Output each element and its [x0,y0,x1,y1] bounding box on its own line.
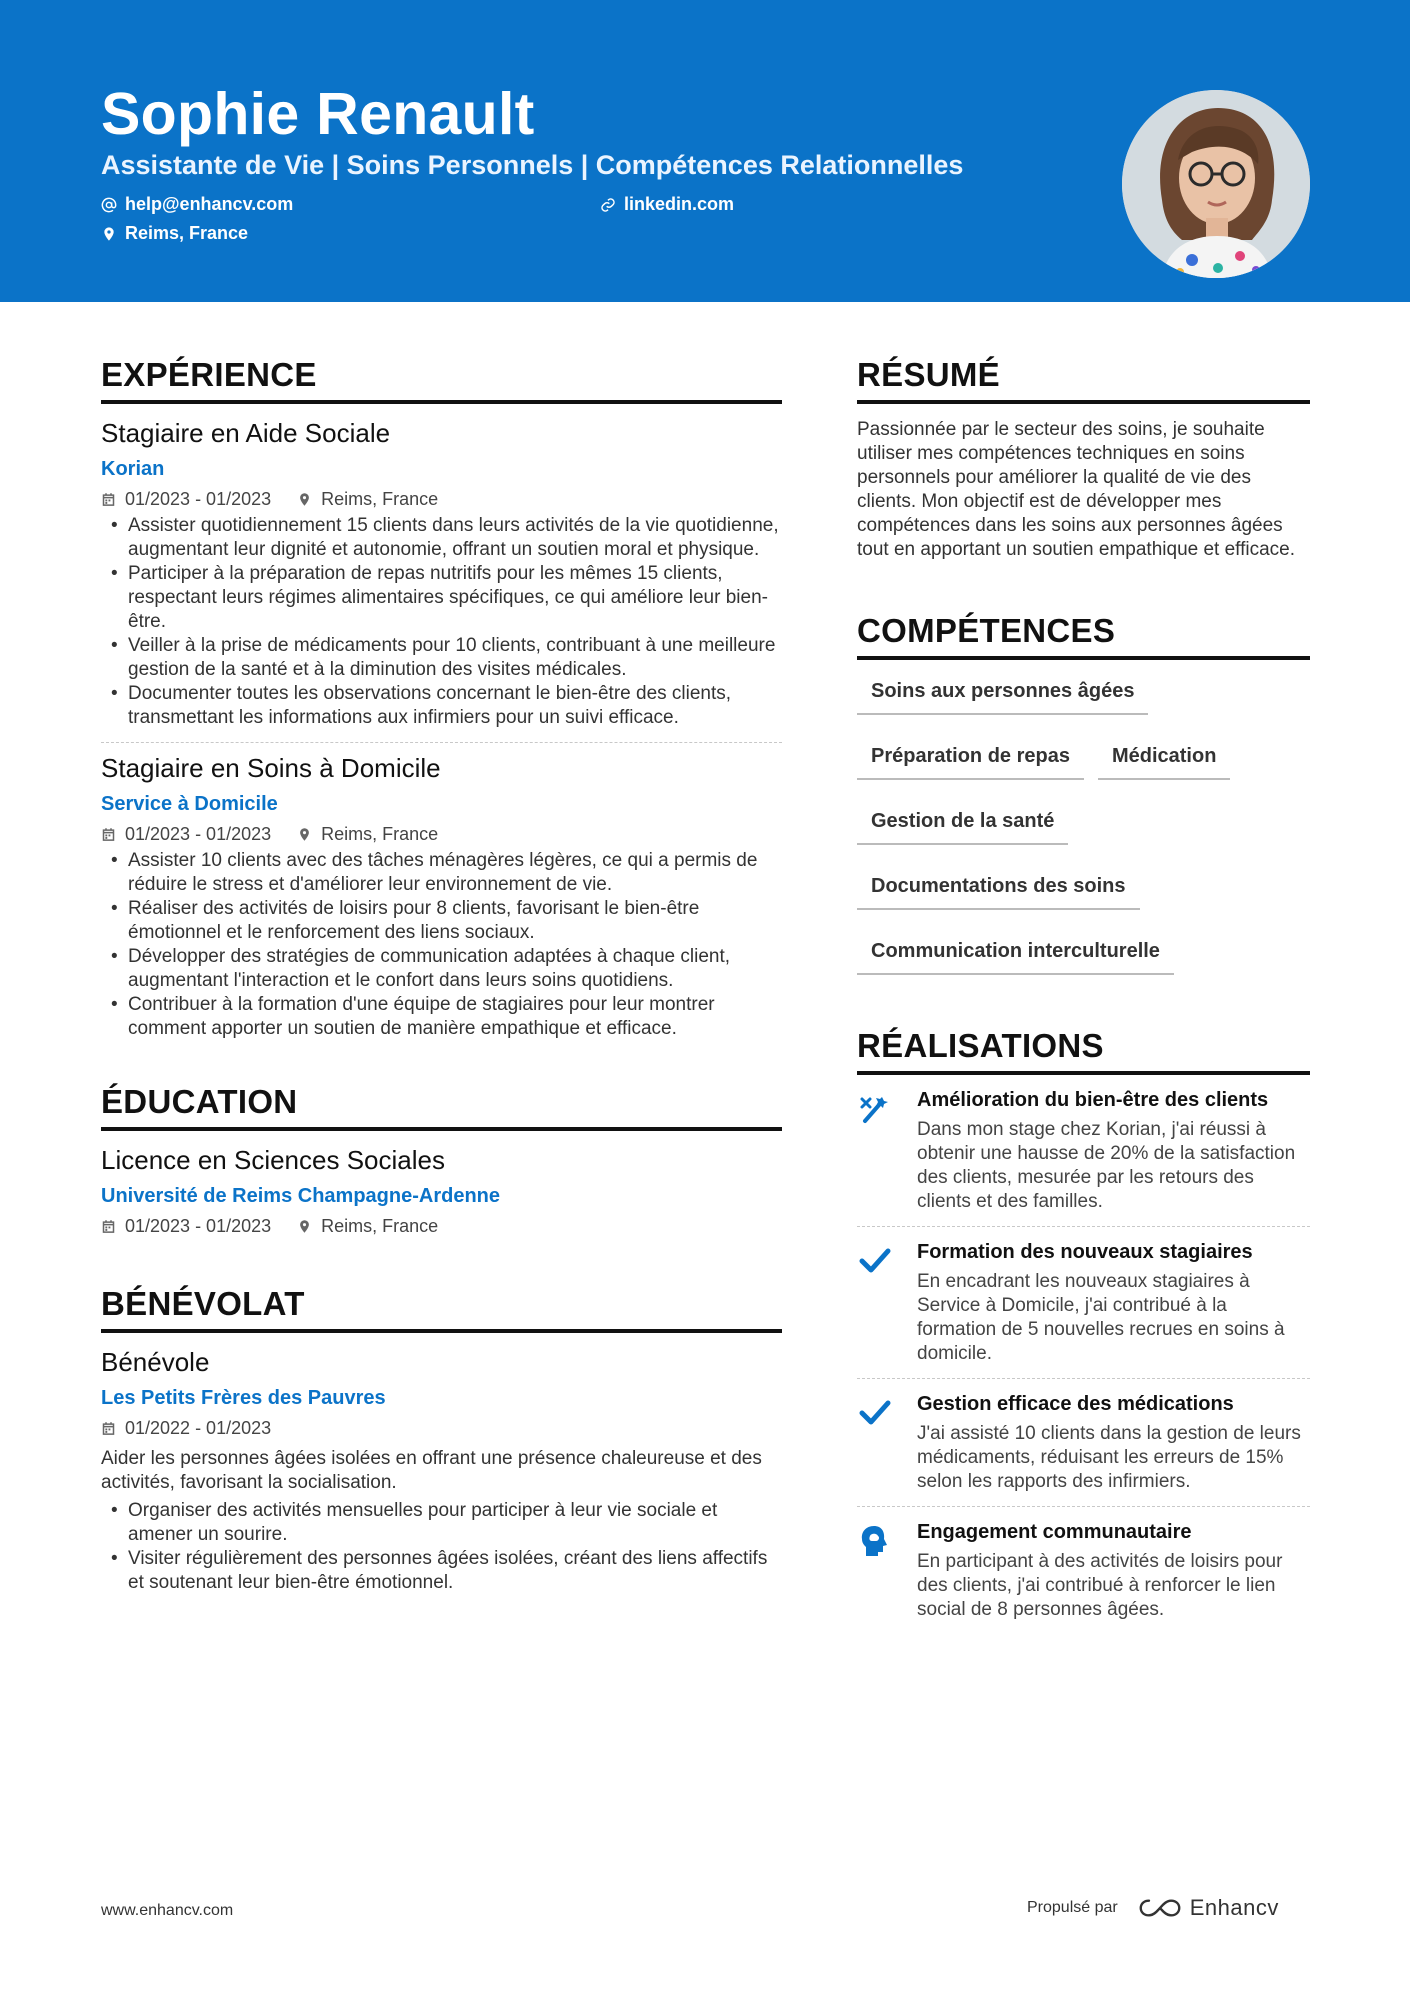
candidate-name: Sophie Renault [101,81,535,147]
achievement-item [857,1227,1310,1378]
volunteer-meta [101,1418,782,1439]
achievement-description: Dans mon stage chez Korian, j'ai réussi à obtenir une hausse de 20% de la satisfaction des clients, mesurée par les retours des clients et des familles. [917,1119,1296,1212]
skill-tag: Documentations des soins [857,865,1140,910]
location-text: Reims, France [125,223,249,243]
wand-icon [857,1089,917,1214]
education-dates: 01/2023 - 01/2023 [125,1216,272,1236]
volunteer-role: Bénévole [101,1347,210,1377]
header-banner [0,0,1410,302]
experience-item [101,418,782,730]
volunteer-dates: 01/2022 - 01/2023 [125,1418,272,1438]
bullet-item: • Assister quotidiennement 15 clients dans leurs activités de la vie quotidienne, augmentant leur dignité et autonomie, offrant un soutien moral et physique. [101,514,782,562]
link-icon [600,197,616,213]
achievement-description: En participant à des activités de loisirs pour des clients, j'ai contribué à renforcer le lien social de 8 personnes âgées. [917,1551,1283,1620]
map-pin-icon [297,492,312,507]
calendar-icon [101,827,116,842]
job-location: Reims, France [321,824,439,844]
company-name: Service à Domicile [101,793,278,815]
volunteering-item [101,1347,782,1595]
bullet-item: • Réaliser des activités de loisirs pour 8 clients, favorisant le bien-être émotionnel et le renforcement des liens sociaux. [101,897,782,945]
skill-tag: Préparation de repas [857,735,1084,780]
map-pin-icon [297,827,312,842]
skill-tag: Médication [1098,735,1230,780]
calendar-icon [101,1219,116,1234]
map-pin-icon [297,1219,312,1234]
achievement-description: En encadrant les nouveaux stagiaires à Service à Domicile, j'ai contribué à la formation de 5 nouvelles recrues en soins à domicile. [917,1271,1285,1364]
left-column [101,356,782,1595]
job-title: Stagiaire en Soins à Domicile [101,753,441,783]
summary-heading: RÉSUMÉ [857,356,1310,404]
job-bullets [101,514,782,730]
check-icon [857,1241,917,1366]
experience-heading: EXPÉRIENCE [101,356,782,404]
experience-item [101,753,782,1041]
bullet-item: • Veiller à la prise de médicaments pour 10 clients, contribuant à une meilleure gestion de la santé et à la diminution des visites médicales. [101,634,782,682]
job-meta [101,824,782,845]
bullet-item: • Documenter toutes les observations concernant le bien-être des clients, transmettant les informations aux infirmiers pour un suivi efficace. [101,682,782,730]
achievement-title: Gestion efficace des médications [917,1393,1234,1415]
skill-tag: Soins aux personnes âgées [857,670,1148,715]
job-dates: 01/2023 - 01/2023 [125,489,272,509]
volunteer-description: Aider les personnes âgées isolées en offrant une présence chaleureuse et des activités, favorisant la socialisation. [101,1448,762,1493]
achievement-item [857,1507,1310,1634]
headline: Assistante de Vie | Soins Personnels | Compétences Relationnelles [101,150,964,180]
volunteering-heading: BÉNÉVOLAT [101,1285,782,1333]
job-title: Stagiaire en Aide Sociale [101,418,391,448]
job-bullets [101,849,782,1041]
map-pin-icon [101,226,117,242]
brand-name: Enhancv [1189,1895,1279,1920]
head-icon [857,1521,917,1622]
email-contact[interactable] [101,194,293,215]
education-meta [101,1216,782,1237]
summary-text: Passionnée par le secteur des soins, je souhaite utiliser mes compétences techniques en soins personnels pour améliorer la qualité de vie des clients. Mon objectif est de développer mes compétences dans les soins aux personnes âgées tout en apportant un soutien empathique et efficace. [857,419,1296,560]
location-contact [101,223,248,244]
bullet-item: • Assister 10 clients avec des tâches ménagères légères, ce qui a permis de réduire le stress et d'améliorer leur environnement de vie. [101,849,782,897]
achievement-title: Formation des nouveaux stagiaires [917,1241,1253,1263]
skills-list [857,670,1310,995]
footer-website[interactable]: www.enhancv.com [101,1902,234,1919]
degree-title: Licence en Sciences Sociales [101,1145,445,1175]
infinity-logo-icon [1138,1897,1182,1919]
email-text: help@enhancv.com [125,194,294,214]
volunteer-bullets [101,1499,782,1595]
linkedin-contact[interactable] [600,194,734,215]
company-name: Korian [101,458,165,480]
skills-heading: COMPÉTENCES [857,612,1310,660]
bullet-item: • Contribuer à la formation d'une équipe de stagiaires pour leur montrer comment apporter un soutien de manière empathique et efficace. [101,993,782,1041]
job-location: Reims, France [321,489,439,509]
achievements-heading: RÉALISATIONS [857,1027,1310,1075]
education-location: Reims, France [321,1216,439,1236]
education-item [101,1145,782,1237]
organization-name: Les Petits Frères des Pauvres [101,1387,386,1409]
job-meta [101,489,782,510]
skill-tag: Gestion de la santé [857,800,1068,845]
calendar-icon [101,1421,116,1436]
education-heading: ÉDUCATION [101,1083,782,1131]
powered-by-text: Propulsé par [1027,1899,1118,1916]
profile-photo [1122,90,1310,278]
right-column [857,356,1310,1634]
check-icon [857,1393,917,1494]
bullet-item: • Organiser des activités mensuelles pour participer à leur vie sociale et amener un sourire. [101,1499,782,1547]
linkedin-text: linkedin.com [624,194,735,214]
skill-tag: Communication interculturelle [857,930,1174,975]
achievement-title: Engagement communautaire [917,1521,1192,1543]
school-name: Université de Reims Champagne-Ardenne [101,1185,500,1207]
job-dates: 01/2023 - 01/2023 [125,824,272,844]
achievement-item [857,1075,1310,1226]
achievement-item [857,1379,1310,1506]
bullet-item: • Visiter régulièrement des personnes âgées isolées, créant des liens affectifs et soutenant leur bien-être émotionnel. [101,1547,782,1595]
footer-branding [1027,1895,1279,1921]
at-icon [101,197,117,213]
bullet-item: • Participer à la préparation de repas nutritifs pour les mêmes 15 clients, respectant leurs régimes alimentaires spécifiques, ce qui améliore leur bien-être. [101,562,782,634]
bullet-item: • Développer des stratégies de communication adaptées à chaque client, augmentant l'interaction et le confort dans leurs soins quotidiens. [101,945,782,993]
item-divider [101,742,782,743]
enhancv-logo[interactable] [1138,1895,1279,1921]
calendar-icon [101,492,116,507]
achievement-title: Amélioration du bien-être des clients [917,1089,1269,1111]
achievement-description: J'ai assisté 10 clients dans la gestion de leurs médicaments, réduisant les erreurs de 15% selon les rapports des infirmiers. [917,1423,1301,1492]
